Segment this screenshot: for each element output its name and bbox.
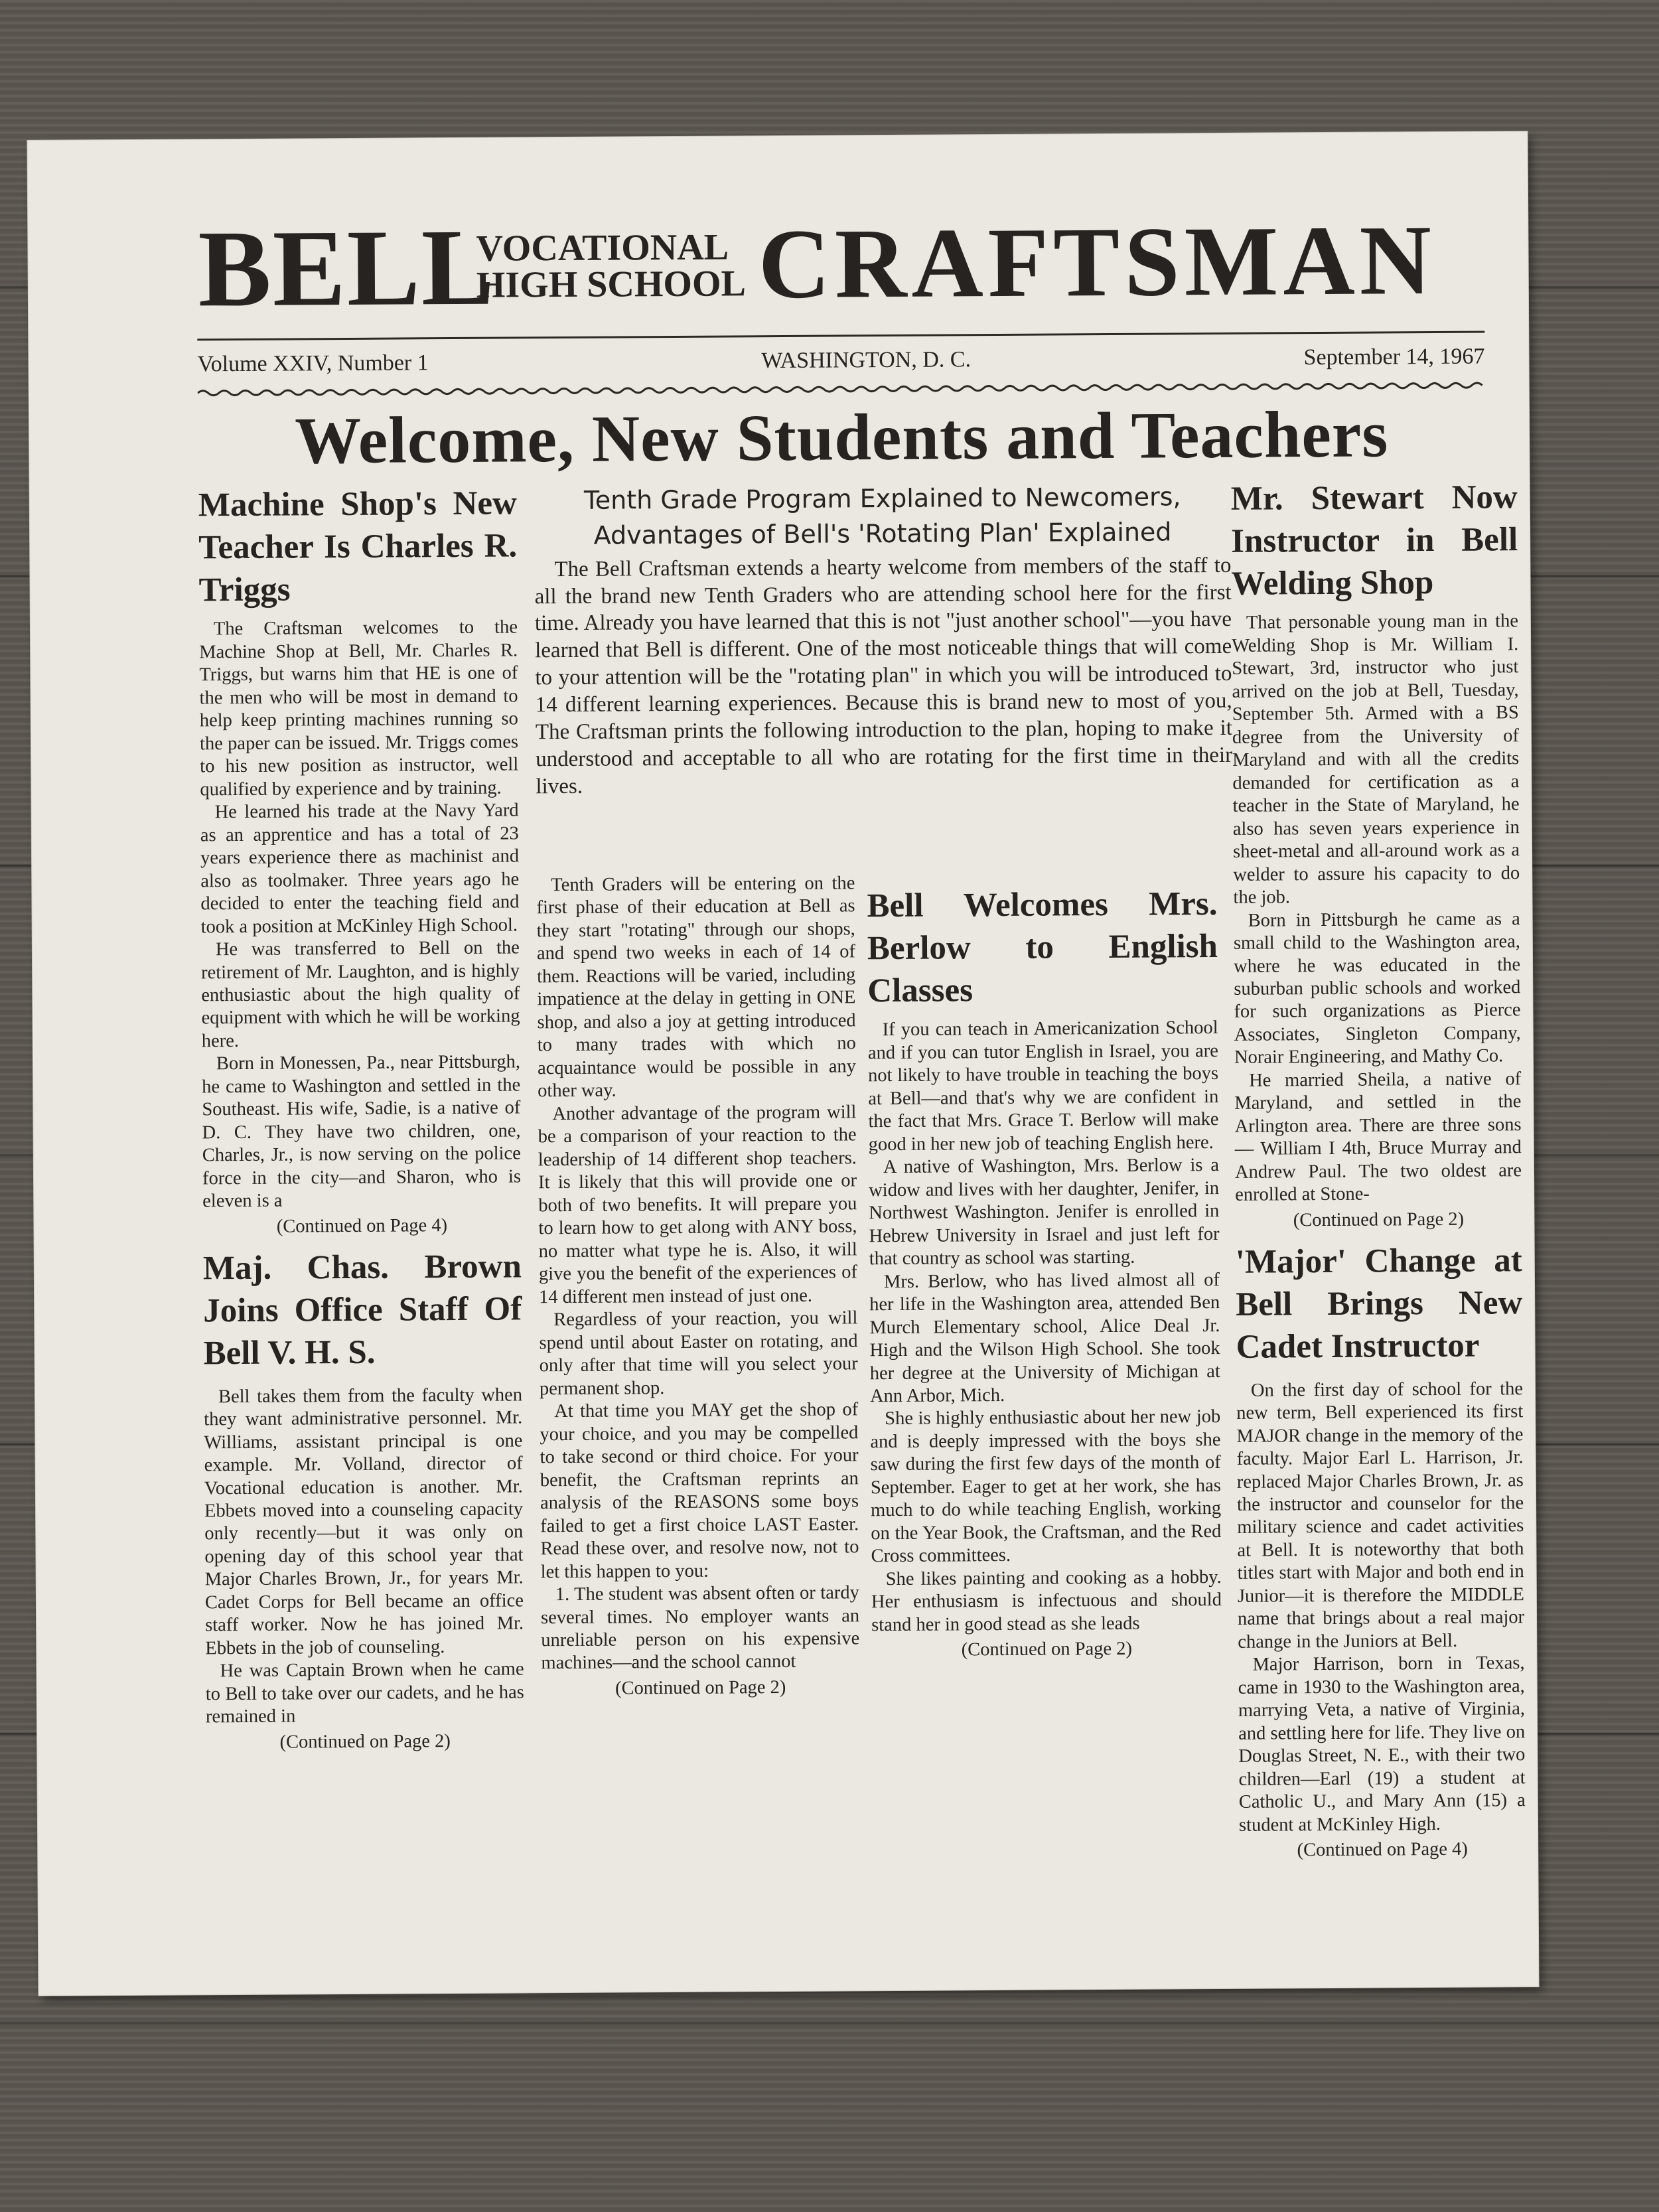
masthead-rule: [197, 331, 1484, 341]
column-4: [1231, 477, 1526, 1862]
harrison-headline: 'Major' Change at Bell Brings New Cadet Instructor: [1235, 1242, 1523, 1366]
brown-headline: Maj. Chas. Brown Joins Office Staff Of Bell V. H. S.: [202, 1248, 522, 1372]
berlow-paragraph: She is highly enthusiastic about her new job and is deeply impressed with the boys she saw during the first few days of the month of September. Eager to get at her work, she has much to do while teaching English, working on the Year Book, the Craftsman, and the Red Cross committees.: [870, 1406, 1222, 1567]
column-1: [198, 482, 525, 1754]
stewart-paragraph: Born in Pittsburgh he came as a small child to the Washington area, where he was educated in the suburban public schools and worked for such organizations as Pierce Associates, Singleton Company, Norair Engineering, and Mathy Co.: [1233, 908, 1521, 1069]
rotating-continued: (Continued on Page 2): [614, 1676, 786, 1699]
masthead-subtitle: [476, 226, 747, 306]
berlow-paragraph: If you can teach in Americanization School and if you can tutor English in Israel, you are not likely to have trouble in teaching the boys at Bell—and that's why we are confident in the fact that Mrs. Grace T. Berlow will make good in her new job of teaching English here.: [867, 1017, 1219, 1155]
column-2: [536, 872, 860, 1700]
masthead-subtitle-line1: VOCATIONAL: [476, 226, 729, 269]
masthead-subtitle-line2: HIGH SCHOOL: [476, 263, 747, 306]
rotating-paragraph: Tenth Graders will be entering on the first phase of their education at Bell as they start "rotating" through our shops, and spend two weeks in each of 14 of them. Reactions will be varied, including impatience at the delay in getting in ONE shop, and also a joy at getting introduced to many trades with which no acquaintance would be possible in any other way.: [536, 873, 857, 1102]
rotating-lead-paragraph: The Bell Craftsman extends a hearty welcome from members of the staff to all the brand new Tenth Graders who are attending school here for the first time. Already you have learned that this is not "just another school"—you have learned that Bell is different. One of the most noticeable things that will come to your attention will be the "rotating plan" in which you will be introduced to 14 different learning experiences. Because this is brand new to most of you, The Craftsman prints the following introduction to the plan, hoping to make it understood and acceptable to all who are rotating for the first time in their lives.: [534, 553, 1233, 799]
rotating-deck-line1: Tenth Grade Program Explained to Newcomers,: [583, 482, 1181, 515]
dateline-place: WASHINGTON, D. C.: [761, 347, 972, 374]
brown-continued: (Continued on Page 2): [279, 1730, 451, 1753]
harrison-paragraph: Major Harrison, born in Texas, came in 1930 to the Washington area, marrying Veta, a native of Virginia, and settling here for life. They live on Douglas Street, N. E., with their two children—Earl (19) a student at Catholic U., and Mary Ann (15) a student at McKinley High.: [1238, 1653, 1526, 1836]
rotating-paragraph: Another advantage of the program will be a comparison of your reaction to the leadership of 14 different shop teachers. It is likely that this will provide one or both of two benefits. It will prepare you to learn how to get along with ANY boss, no matter what type he is. Also, it will give you the benefit of the experiences of 14 different men instead of just one.: [538, 1102, 858, 1307]
stewart-paragraph: He married Sheila, a native of Maryland, and settled in the Arlington area. There are three sons — William I 4th, Bruce Murray and Andrew Paul. The two oldest are enrolled at Stone-: [1234, 1069, 1522, 1206]
stewart-paragraph: That personable young man in the Welding Shop is Mr. William I. Stewart, 3rd, instructor who just arrived on the job at Bell, Tuesday, September 5th. Armed with a BS degree from the University of Maryland and with all the credits demanded for certification as a teacher in the State of Maryland, he also has seven years experience in sheet-metal and all-around work as a welder to assure his capacity to do the job.: [1232, 611, 1520, 908]
triggs-headline: Machine Shop's New Teacher Is Charles R. Triggs: [198, 484, 518, 609]
berlow-continued: (Continued on Page 2): [961, 1639, 1133, 1660]
triggs-paragraph: He was transferred to Bell on the retirement of Mr. Laughton, and is highly enthusiastic about the high quality of equipment with which he will be working here.: [201, 937, 520, 1052]
masthead-bell: BELL: [198, 206, 496, 330]
issue-date: September 14, 1967: [1303, 344, 1485, 370]
rotating-lead-block: [534, 482, 1233, 800]
harrison-paragraph: On the first day of school for the new term, Bell experienced its first MAJOR change in the memory of the faculty. Major Earl L. Harrison, Jr. replaced Major Charles Brown, Jr. as the instructor and counselor for the military science and cadet activities at Bell. It is noteworthy that both titles start with Major and both end in Junior—it is therefore the MIDDLE name that brings about a real major change in the Juniors at Bell.: [1236, 1378, 1525, 1653]
berlow-paragraph: She likes painting and cooking as a hobby. Her enthusiasm is infectuous and should stand her in good stead as she leads: [871, 1566, 1222, 1636]
rotating-paragraph: At that time you MAY get the shop of your choice, and you may be compelled to take second or third choice. For your benefit, the Craftsman reprints an analysis of the REASONS some boys failed to get a first choice LAST Easter. Read these over, and resolve now, not to let this happen to you:: [540, 1399, 859, 1582]
stewart-headline: Mr. Stewart Now Instructor in Bell Welding Shop: [1230, 479, 1518, 603]
main-headline: Welcome, New Students and Teachers: [294, 397, 1389, 478]
stewart-continued: (Continued on Page 2): [1293, 1209, 1465, 1231]
berlow-paragraph: A native of Washington, Mrs. Berlow is a widow and lives with her daughter, Jenifer, in Northwest Washington. Jenifer is enrolled in Hebrew University in Israel and just left for that country as school was starting.: [869, 1155, 1220, 1270]
harrison-continued: (Continued on Page 4): [1297, 1838, 1468, 1861]
rotating-deck-line2: Advantages of Bell's 'Rotating Plan' Explained: [593, 517, 1172, 550]
triggs-paragraph: The Craftsman welcomes to the Machine Shop at Bell, Mr. Charles R. Triggs, but warns him that HE is one of the men who will be most in demand to help keep printing machines running so the paper can be issued. Mr. Triggs comes to his new position as instructor, well qualified by experience and by training.: [199, 617, 519, 800]
rotating-paragraph: Regardless of your reaction, you will spend until about Easter on rotating, and only after that time will you select your permanent shop.: [539, 1307, 858, 1399]
masthead-craftsman: CRAFTSMAN: [758, 204, 1437, 320]
volume-number: Volume XXIV, Number 1: [197, 350, 429, 377]
brown-paragraph: He was Captain Brown when he came to Bell to take over our cadets, and he has remained in: [205, 1659, 524, 1728]
berlow-headline: Bell Welcomes Mrs. Berlow to English Classes: [867, 885, 1218, 1009]
column-3: [867, 883, 1222, 1662]
rotating-paragraph: 1. The student was absent often or tardy several times. No employer wants an unreliable person on his expensive machines—and the school cannot: [540, 1582, 860, 1674]
triggs-continued: (Continued on Page 4): [276, 1215, 448, 1237]
triggs-paragraph: He learned his trade at the Navy Yard as an apprentice and has a total of 23 years experience there as machinist and also as toolmaker. Three years ago he decided to enter the teaching field and took a position at McKinley High School.: [200, 800, 520, 937]
berlow-paragraph: Mrs. Berlow, who has lived almost all of her life in the Washington area, attended Ben Murch Elementary school, Alice Deal Jr. High and the Wilson High School. She took her degree at the University of Michigan at Ann Arbor, Mich.: [869, 1269, 1220, 1407]
dateline: [197, 344, 1484, 378]
brown-paragraph: Bell takes them from the faculty when they want administrative personnel. Mr. Williams, assistant principal is one example. Mr. Volland, director of Vocational education is another. Mr. Ebbets moved into a counseling capacity only recently—but it was only on opening day of this school year that Major Charles Brown, Jr., for years Mr. Cadet Corps for Bell became an office staff worker. Now he has joined Mr. Ebbets in the job of counseling.: [204, 1384, 524, 1659]
newspaper-page: [27, 131, 1538, 1996]
triggs-paragraph: Born in Monessen, Pa., near Pittsburgh, he came to Washington and settled in the Southeast. His wife, Sadie, is a native of D. C. They have two children, one, Charles, Jr., is now serving on the police force in the city—and Sharon, who is eleven is a: [202, 1051, 522, 1212]
rotating-lead: [534, 552, 1232, 801]
wavy-rule: [198, 381, 1485, 398]
